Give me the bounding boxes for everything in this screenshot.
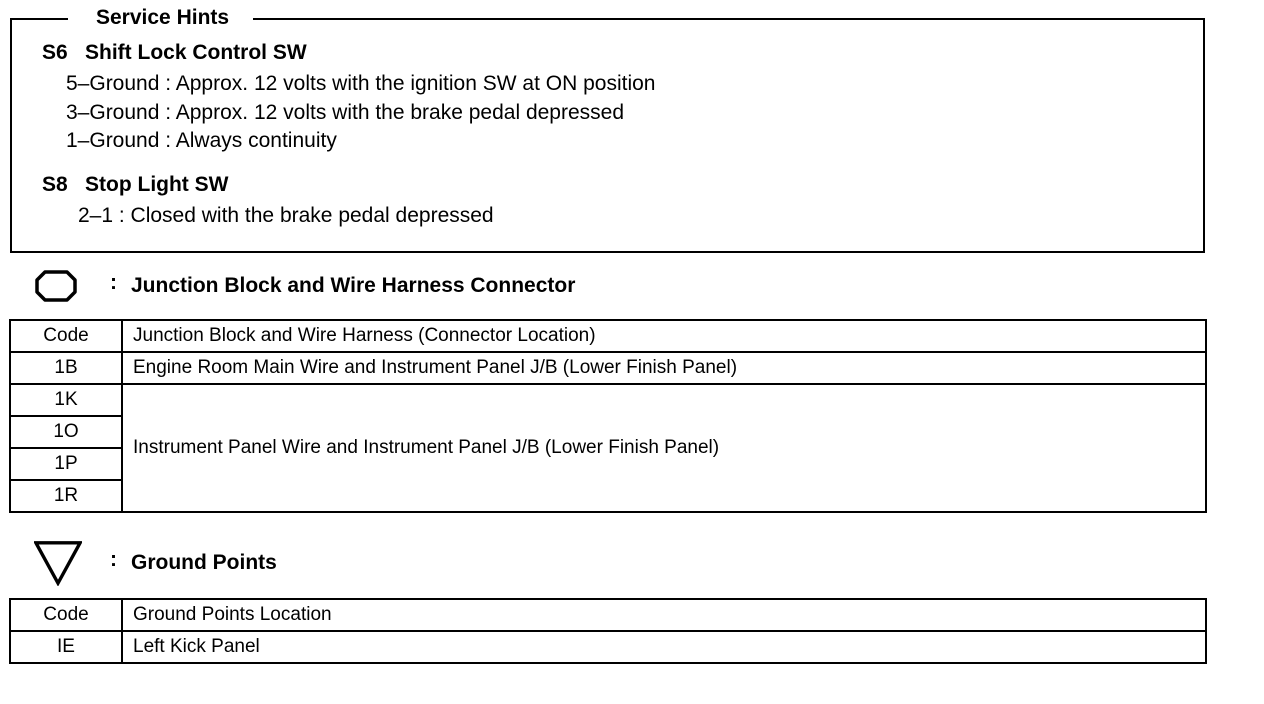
legend-colon: : xyxy=(110,271,117,294)
ground-legend xyxy=(34,543,277,583)
row-code: 1B xyxy=(10,352,122,384)
rounded-octagon-icon xyxy=(34,266,82,306)
junction-table xyxy=(9,319,1207,513)
junction-legend xyxy=(34,266,575,306)
hint-line: 2–1 : Closed with the brake pedal depressed xyxy=(78,204,494,227)
ground-legend-title: Ground Points xyxy=(131,551,277,574)
row-desc: Engine Room Main Wire and Instrument Panel J/B (Lower Finish Panel) xyxy=(122,352,1206,384)
hint-line: 5–Ground : Approx. 12 volts with the ignition SW at ON position xyxy=(66,72,656,95)
header-desc: Junction Block and Wire Harness (Connector Location) xyxy=(122,320,1206,352)
component-heading-s8 xyxy=(42,172,228,198)
component-heading-s6 xyxy=(42,40,307,66)
component-name: Shift Lock Control SW xyxy=(85,41,307,64)
inverted-triangle-icon xyxy=(34,543,82,583)
component-code: S8 xyxy=(42,173,68,196)
row-code: IE xyxy=(10,631,122,663)
header-code: Code xyxy=(10,599,122,631)
hint-line: 1–Ground : Always continuity xyxy=(66,129,337,152)
row-code: 1R xyxy=(10,480,122,512)
table-header-row xyxy=(10,599,1206,631)
header-code: Code xyxy=(10,320,122,352)
legend-colon: : xyxy=(110,548,117,571)
hint-line: 3–Ground : Approx. 12 volts with the brake pedal depressed xyxy=(66,101,625,124)
ground-table xyxy=(9,598,1207,664)
junction-legend-title: Junction Block and Wire Harness Connector xyxy=(131,274,576,297)
row-code: 1K xyxy=(10,384,122,416)
header-desc: Ground Points Location xyxy=(122,599,1206,631)
table-row xyxy=(10,352,1206,384)
service-hints-title: Service Hints xyxy=(68,4,253,32)
table-row xyxy=(10,384,1206,416)
row-code: 1P xyxy=(10,448,122,480)
row-code: 1O xyxy=(10,416,122,448)
table-row xyxy=(10,631,1206,663)
row-desc: Left Kick Panel xyxy=(122,631,1206,663)
component-name: Stop Light SW xyxy=(85,173,229,196)
row-desc: Instrument Panel Wire and Instrument Panel J/B (Lower Finish Panel) xyxy=(122,384,1206,512)
component-code: S6 xyxy=(42,41,68,64)
table-header-row xyxy=(10,320,1206,352)
